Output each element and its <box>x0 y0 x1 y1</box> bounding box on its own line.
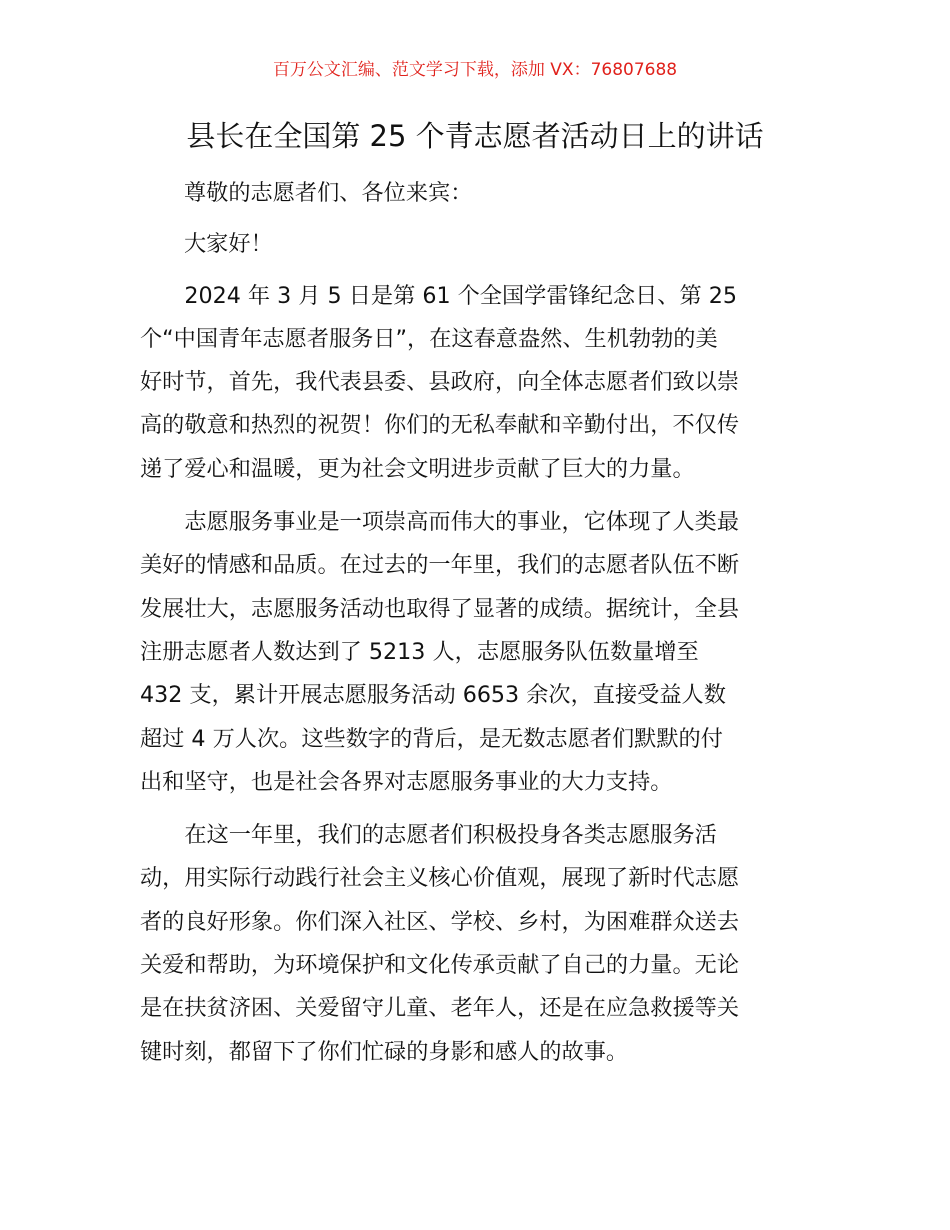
paragraph-line: 2024 年 3 月 5 日是第 61 个全国学雷锋纪念日、第 25 <box>140 282 737 309</box>
salutation: 尊敬的志愿者们、各位来宾： <box>184 180 473 206</box>
paragraph-line: 关爱和帮助，为环境保护和文化传承贡献了自己的力量。无论 <box>140 952 740 979</box>
paragraph-line: 注册志愿者人数达到了 5213 人，志愿服务队伍数量增至 <box>140 638 699 665</box>
paragraph-line: 美好的情感和品质。在过去的一年里，我们的志愿者队伍不断 <box>140 552 740 579</box>
paragraph-line: 递了爱心和温暖，更为社会文明进步贡献了巨大的力量。 <box>140 455 695 482</box>
paragraph-line: 个“中国青年志愿者服务日”，在这春意盎然、生机勃勃的美 <box>140 325 718 352</box>
greeting: 大家好！ <box>184 231 273 258</box>
paragraph-2 <box>140 501 812 804</box>
paragraph-1 <box>140 275 812 491</box>
paragraph-line: 是在扶贫济困、关爱留守儿童、老年人，还是在应急救援等关 <box>140 995 740 1022</box>
paragraph-line: 好时节，首先，我代表县委、县政府，向全体志愿者们致以崇 <box>140 369 740 396</box>
paragraph-line: 432 支，累计开展志愿服务活动 6653 余次，直接受益人数 <box>140 682 726 709</box>
document-body <box>140 172 812 1074</box>
paragraph-line: 发展壮大，志愿服务活动也取得了显著的成绩。据统计，全县 <box>140 595 740 622</box>
paragraph-line: 出和坚守，也是社会各界对志愿服务事业的大力支持。 <box>140 768 673 795</box>
document-title: 县长在全国第 25 个青志愿者活动日上的讲话 <box>186 119 764 153</box>
paragraph-line: 高的敬意和热烈的祝贺！你们的无私奉献和辛勤付出，不仅传 <box>140 412 740 439</box>
paragraph-line: 志愿服务事业是一项崇高而伟大的事业，它体现了人类最 <box>140 509 740 536</box>
header-note: 百万公文汇编、范文学习下载，添加 VX：76807688 <box>272 60 678 80</box>
paragraph-line: 在这一年里，我们的志愿者们积极投身各类志愿服务活 <box>140 822 717 849</box>
paragraph-3 <box>140 814 812 1074</box>
paragraph-line: 超过 4 万人次。这些数字的背后，是无数志愿者们默默的付 <box>140 725 723 752</box>
paragraph-line: 动，用实际行动践行社会主义核心价值观，展现了新时代志愿 <box>140 865 740 892</box>
paragraph-line: 键时刻，都留下了你们忙碌的身影和感人的故事。 <box>140 1038 629 1065</box>
paragraph-line: 者的良好形象。你们深入社区、学校、乡村，为困难群众送去 <box>140 908 740 935</box>
